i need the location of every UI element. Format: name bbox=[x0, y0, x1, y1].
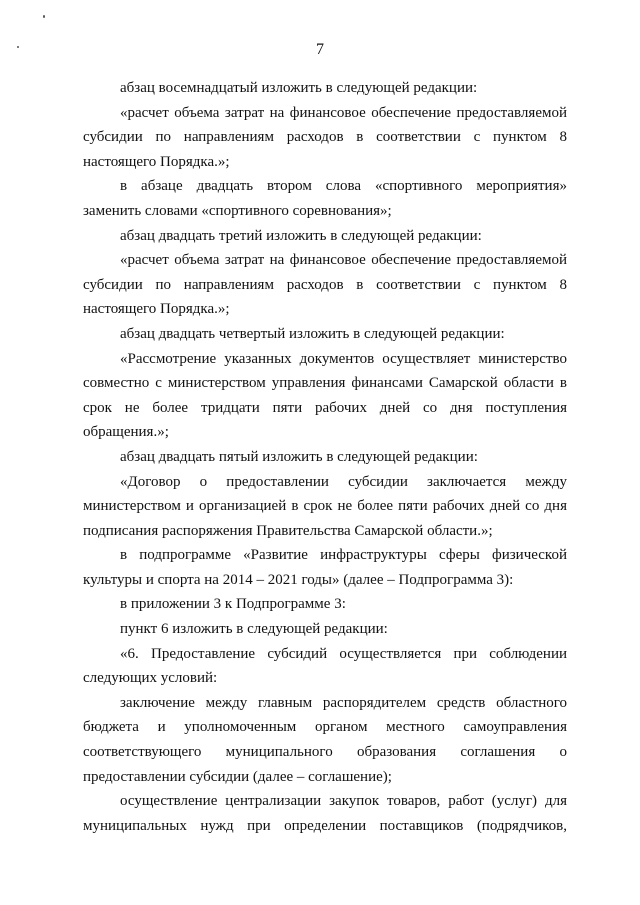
paragraph: абзац двадцать пятый изложить в следующей редакции: bbox=[120, 448, 478, 465]
paragraph: «расчет объема затрат на финансовое обеспечение предоставляемой субсидии по направлениям расходов в соответствии с пунктом 8 настоящего Порядка.»; bbox=[83, 252, 567, 318]
paragraph: в приложении 3 к Подпрограмме 3: bbox=[120, 596, 346, 613]
paragraph: осуществление централизации закупок товаров, работ (услуг) для муниципальных нужд при определении поставщиков (подрядчиков, bbox=[83, 793, 567, 834]
scan-speck bbox=[43, 15, 45, 18]
paragraph: абзац двадцать третий изложить в следующей редакции: bbox=[120, 227, 482, 244]
paragraph: пункт 6 изложить в следующей редакции: bbox=[120, 621, 388, 638]
paragraph: «расчет объема затрат на финансовое обеспечение предоставляемой субсидии по направлениям расходов в соответствии с пунктом 8 настоящего Порядка.»; bbox=[83, 104, 567, 170]
paragraph: в подпрограмме «Развитие инфраструктуры сферы физической культуры и спорта на 2014 – 2021 годы» (далее – Подпрограмма 3): bbox=[83, 547, 567, 588]
paragraph: «Рассмотрение указанных документов осуществляет министерство совместно с министерством управления финансами Самарской области в срок не более тридцати пяти рабочих дней со дня поступления обращения.»; bbox=[83, 350, 567, 441]
paragraph: «6. Предоставление субсидий осуществляется при соблюдении следующих условий: bbox=[83, 645, 567, 687]
paragraph: «Договор о предоставлении субсидии заключается между министерством и организацией в срок не более пяти рабочих дней со дня подписания распоряжения Правительства Самарской области.»; bbox=[83, 473, 567, 539]
paragraph: заключение между главным распорядителем средств областного бюджета и уполномоченным органом местного самоуправления соответствующего муниципального образования соглашения о предоставлении субсидии (далее – соглашение); bbox=[83, 694, 567, 785]
paragraph: абзац двадцать четвертый изложить в следующей редакции: bbox=[120, 325, 505, 342]
paragraph: в абзаце двадцать втором слова «спортивного мероприятия» заменить словами «спортивного соревнования»; bbox=[83, 178, 567, 219]
paragraph: абзац восемнадцатый изложить в следующей редакции: bbox=[120, 80, 478, 96]
page-number: 7 bbox=[316, 41, 324, 58]
document-body bbox=[83, 76, 567, 838]
